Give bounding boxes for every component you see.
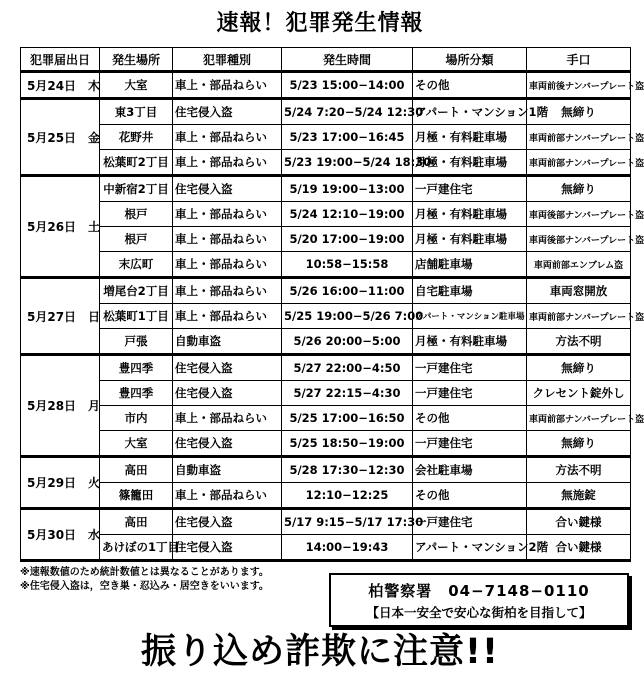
incident-location: 市内: [100, 406, 173, 431]
incident-location: 松葉町2丁目: [100, 150, 173, 176]
incident-location: 豊四季: [100, 355, 173, 381]
note-line: ※速報数値のため統計数値とは異なることがあります。: [20, 567, 269, 578]
report-date: 5月26日 土: [21, 176, 100, 278]
incident-location: 松葉町1丁目: [100, 304, 173, 329]
note-line: ※住宅侵入盗は，空き巣・忍込み・居空きをいいます。: [20, 581, 269, 592]
table-row: [21, 355, 631, 381]
incident-time: 5/25 18:50−19:00: [282, 431, 413, 457]
police-slogan: 【日本一安全で安心な街柏を目指して】: [366, 605, 592, 620]
crime-method: 車両後部ナンバープレート盗: [527, 227, 631, 252]
crime-method: 無施錠: [527, 483, 631, 509]
crime-type: 車上・部品ねらい: [173, 304, 282, 329]
table-row: [21, 252, 631, 278]
crime-method: 車両前後ナンバープレート盗: [527, 72, 631, 99]
location-category: アパート・マンション1階: [413, 99, 527, 125]
location-category: アパート・マンション2階: [413, 535, 527, 561]
location-category: 一戸建住宅: [413, 355, 527, 381]
location-category: 会社駐車場: [413, 457, 527, 483]
incident-time: 10:58−15:58: [282, 252, 413, 278]
table-header: [21, 48, 631, 72]
crime-type: 自動車盗: [173, 329, 282, 355]
incident-location: 増尾台2丁目: [100, 278, 173, 304]
crime-method: 車両前部エンブレム盗: [527, 252, 631, 278]
incident-time: 14:00−19:43: [282, 535, 413, 561]
date-group: [21, 99, 644, 176]
incident-time: 5/23 17:00−16:45: [282, 125, 413, 150]
crime-method: 無締り: [527, 355, 631, 381]
incident-location: 豊四季: [100, 381, 173, 406]
crime-method: 車両後部ナンバープレート盗: [527, 202, 631, 227]
incident-location: 戸張: [100, 329, 173, 355]
incident-location: 東3丁目: [100, 99, 173, 125]
incident-time: 5/23 19:00−5/24 18:30: [282, 150, 413, 176]
crime-method: 無締り: [527, 99, 631, 125]
crime-type: 車上・部品ねらい: [173, 252, 282, 278]
crime-type: 住宅侵入盗: [173, 99, 282, 125]
incident-location: 根戸: [100, 227, 173, 252]
location-category: 自宅駐車場: [413, 278, 527, 304]
crime-type: 住宅侵入盗: [173, 381, 282, 406]
table-row: [21, 72, 631, 99]
incident-time: 5/24 7:20−5/24 12:30: [282, 99, 413, 125]
location-category: その他: [413, 483, 527, 509]
incident-location: 高田: [100, 509, 173, 535]
crime-type: 住宅侵入盗: [173, 509, 282, 535]
police-contact-box: [329, 573, 629, 627]
crime-method: 車両前部ナンバープレート盗: [527, 150, 631, 176]
incident-location: 大室: [100, 431, 173, 457]
table-row: [21, 535, 631, 561]
incident-location: 大室: [100, 72, 173, 99]
crime-type: 住宅侵入盗: [173, 176, 282, 202]
crime-type: 車上・部品ねらい: [173, 483, 282, 509]
location-category: 月極・有料駐車場: [413, 227, 527, 252]
table-row: [21, 381, 631, 406]
table-row: [21, 304, 631, 329]
incident-time: 5/19 19:00−13:00: [282, 176, 413, 202]
table-row: [21, 457, 631, 483]
date-group: [21, 176, 644, 278]
crime-method: 車両前部ナンバープレート盗: [527, 125, 631, 150]
incident-location: あけぼの1丁目: [100, 535, 173, 561]
crime-type: 車上・部品ねらい: [173, 150, 282, 176]
crime-type: 車上・部品ねらい: [173, 406, 282, 431]
report-date: 5月24日 木: [21, 72, 100, 99]
crime-type: 住宅侵入盗: [173, 355, 282, 381]
report-date: 5月27日 日: [21, 278, 100, 355]
header-row: [21, 48, 631, 72]
incident-location: 根戸: [100, 202, 173, 227]
footnotes: [20, 566, 269, 594]
crime-method: 合い鍵様: [527, 509, 631, 535]
crime-method: 車両前部ナンバープレート盗: [527, 406, 631, 431]
date-group: [21, 509, 631, 561]
table-row: [21, 329, 631, 355]
crime-method: 合い鍵様: [527, 535, 631, 561]
column-header: 犯罪種別: [173, 48, 282, 72]
incident-location: 花野井: [100, 125, 173, 150]
crime-method: 無締り: [527, 431, 631, 457]
report-date: 5月25日 金: [21, 99, 100, 176]
crime-type: 車上・部品ねらい: [173, 72, 282, 99]
incident-time: 5/24 12:10−19:00: [282, 202, 413, 227]
crime-type: 車上・部品ねらい: [173, 278, 282, 304]
crime-method: 方法不明: [527, 329, 631, 355]
crime-type: 車上・部品ねらい: [173, 125, 282, 150]
table-row: [21, 278, 631, 304]
column-header: 手口: [527, 48, 631, 72]
incident-time: 5/25 19:00−5/26 7:00: [282, 304, 413, 329]
incident-time: 5/28 17:30−12:30: [282, 457, 413, 483]
crime-type: 住宅侵入盗: [173, 535, 282, 561]
incident-time: 5/17 9:15−5/17 17:30: [282, 509, 413, 535]
crime-method: 方法不明: [527, 457, 631, 483]
table-row: [21, 176, 631, 202]
location-category: その他: [413, 406, 527, 431]
date-group: [21, 355, 644, 457]
crime-table: [20, 47, 644, 562]
incident-location: 末広町: [100, 252, 173, 278]
table-row: [21, 150, 631, 176]
police-contact: 柏警察署 04−7148−0110: [368, 582, 590, 600]
date-group: [21, 278, 644, 355]
table-row: [21, 406, 631, 431]
incident-time: 12:10−12:25: [282, 483, 413, 509]
crime-type: 車上・部品ねらい: [173, 227, 282, 252]
column-header: 発生場所: [100, 48, 173, 72]
crime-method: 無締り: [527, 176, 631, 202]
crime-type: 車上・部品ねらい: [173, 202, 282, 227]
incident-location: 中新宿2丁目: [100, 176, 173, 202]
column-header: 発生時間: [282, 48, 413, 72]
crime-method: 車両前部ナンバープレート盗: [527, 304, 631, 329]
location-category: 一戸建住宅: [413, 381, 527, 406]
location-category: 一戸建住宅: [413, 176, 527, 202]
location-category: 月極・有料駐車場: [413, 329, 527, 355]
incident-time: 5/27 22:00−4:50: [282, 355, 413, 381]
incident-time: 5/26 20:00−5:00: [282, 329, 413, 355]
incident-time: 5/20 17:00−19:00: [282, 227, 413, 252]
incident-time: 5/26 16:00−11:00: [282, 278, 413, 304]
location-category: 月極・有料駐車場: [413, 125, 527, 150]
location-category: 店舗駐車場: [413, 252, 527, 278]
incident-location: 篠籠田: [100, 483, 173, 509]
location-category: 月極・有料駐車場: [413, 150, 527, 176]
incident-location: 高田: [100, 457, 173, 483]
column-header: 犯罪届出日: [21, 48, 100, 72]
crime-method: クレセント錠外し: [527, 381, 631, 406]
page-title: 速報！犯罪発生情報: [216, 11, 424, 36]
location-category: 一戸建住宅: [413, 509, 527, 535]
incident-time: 5/23 15:00−14:00: [282, 72, 413, 99]
table-row: [21, 99, 631, 125]
report-date: 5月29日 火: [21, 457, 100, 509]
location-category: 一戸建住宅: [413, 431, 527, 457]
table-row: [21, 227, 631, 252]
report-date: 5月28日 月: [21, 355, 100, 457]
table-row: [21, 483, 631, 509]
date-group: [21, 72, 644, 99]
incident-time: 5/25 17:00−16:50: [282, 406, 413, 431]
crime-type: 住宅侵入盗: [173, 431, 282, 457]
crime-type: 自動車盗: [173, 457, 282, 483]
column-header: 場所分類: [413, 48, 527, 72]
incident-time: 5/27 22:15−4:30: [282, 381, 413, 406]
location-category: その他: [413, 72, 527, 99]
date-group: [21, 457, 631, 509]
table-row: [21, 125, 631, 150]
fraud-warning: 振り込め詐欺に注意!!: [141, 632, 499, 672]
table-row: [21, 431, 631, 457]
table-row: [21, 509, 631, 535]
location-category: 月極・有料駐車場: [413, 202, 527, 227]
location-category: アパート・マンション駐車場: [413, 304, 527, 329]
report-date: 5月30日 水: [21, 509, 100, 561]
table-row: [21, 202, 631, 227]
crime-method: 車両窓開放: [527, 278, 631, 304]
